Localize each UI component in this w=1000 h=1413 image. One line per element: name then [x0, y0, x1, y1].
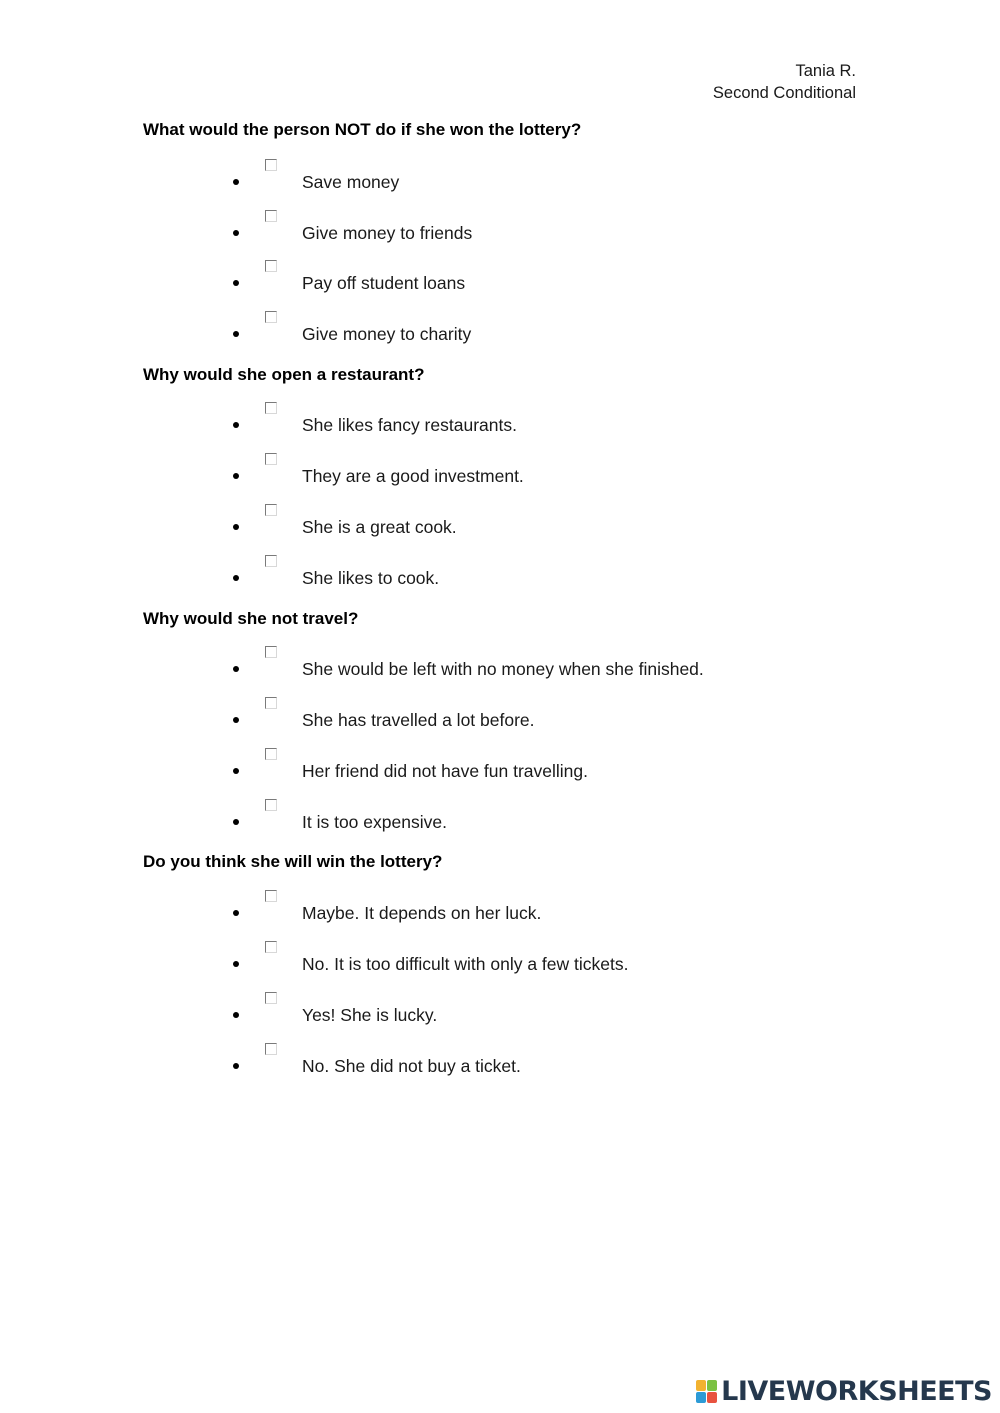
q4-option-4-checkbox[interactable]	[265, 1043, 277, 1055]
q1-option-4-label: Give money to charity	[302, 324, 472, 344]
bullet-icon	[233, 717, 239, 723]
liveworksheets-logo	[696, 1377, 992, 1407]
q2-option-3	[0, 512, 1000, 542]
q2-option-4	[0, 563, 1000, 593]
q2-option-2	[0, 461, 1000, 491]
q4-option-3-checkbox[interactable]	[265, 992, 277, 1004]
bullet-icon	[233, 768, 239, 774]
logo-block-yellow	[696, 1380, 706, 1391]
q3-option-1-label: She would be left with no money when she finished.	[302, 659, 704, 679]
q2-option-4-label: She likes to cook.	[302, 568, 440, 588]
q3-option-3	[0, 756, 1000, 786]
q3-option-2-checkbox[interactable]	[265, 697, 277, 709]
q3-option-3-checkbox[interactable]	[265, 748, 277, 760]
question-4-title: Do you think she will win the lottery?	[143, 852, 443, 871]
question-3-title: Why would she not travel?	[143, 609, 359, 628]
bullet-icon	[233, 1012, 239, 1018]
worksheet-topic: Second Conditional	[712, 84, 856, 102]
q1-option-3	[0, 268, 1000, 298]
q1-option-3-label: Pay off student loans	[302, 273, 466, 293]
q1-option-4	[0, 319, 1000, 349]
q3-option-4-label: It is too expensive.	[302, 812, 447, 832]
q3-option-2-label: She has travelled a lot before.	[302, 710, 535, 730]
bullet-icon	[233, 1063, 239, 1069]
q3-option-2	[0, 705, 1000, 735]
q3-option-3-label: Her friend did not have fun travelling.	[302, 761, 588, 781]
q4-option-2	[0, 949, 1000, 979]
question-1-title: What would the person NOT do if she won the lottery?	[143, 120, 582, 139]
q4-option-1-checkbox[interactable]	[265, 890, 277, 902]
q2-option-1-label: She likes fancy restaurants.	[302, 415, 517, 435]
q4-option-1	[0, 898, 1000, 928]
bullet-icon	[233, 666, 239, 672]
q4-option-4-label: No. She did not buy a ticket.	[302, 1056, 521, 1076]
logo-block-green	[707, 1380, 717, 1391]
q4-option-1-label: Maybe. It depends on her luck.	[302, 903, 542, 923]
logo-blocks-icon	[696, 1380, 718, 1404]
q2-option-3-checkbox[interactable]	[265, 504, 277, 516]
q4-option-3-label: Yes! She is lucky.	[302, 1005, 438, 1025]
q3-option-1-checkbox[interactable]	[265, 646, 277, 658]
bullet-icon	[233, 524, 239, 530]
page-header	[713, 60, 856, 104]
q2-option-1	[0, 410, 1000, 440]
author-name: Tania R.	[795, 62, 856, 80]
q1-option-4-checkbox[interactable]	[265, 311, 277, 323]
logo-block-blue	[696, 1392, 706, 1403]
q2-option-2-label: They are a good investment.	[302, 466, 524, 486]
bullet-icon	[233, 179, 239, 185]
bullet-icon	[233, 575, 239, 581]
q4-option-2-checkbox[interactable]	[265, 941, 277, 953]
q3-option-4-checkbox[interactable]	[265, 799, 277, 811]
q4-option-4	[0, 1051, 1000, 1081]
logo-block-red	[707, 1392, 717, 1403]
q2-option-3-label: She is a great cook.	[302, 517, 457, 537]
q1-option-2	[0, 218, 1000, 248]
bullet-icon	[233, 910, 239, 916]
q3-option-1	[0, 654, 1000, 684]
q1-option-1-label: Save money	[302, 172, 400, 192]
q2-option-4-checkbox[interactable]	[265, 555, 277, 567]
q1-option-2-label: Give money to friends	[302, 223, 473, 243]
q2-option-2-checkbox[interactable]	[265, 453, 277, 465]
q3-option-4	[0, 807, 1000, 837]
q1-option-1	[0, 167, 1000, 197]
question-2-title: Why would she open a restaurant?	[143, 365, 425, 384]
q1-option-1-checkbox[interactable]	[265, 159, 277, 171]
q1-option-3-checkbox[interactable]	[265, 260, 277, 272]
q1-option-2-checkbox[interactable]	[265, 210, 277, 222]
logo-text: LIVEWORKSHEETS	[721, 1376, 992, 1407]
bullet-icon	[233, 331, 239, 337]
q2-option-1-checkbox[interactable]	[265, 402, 277, 414]
bullet-icon	[233, 819, 239, 825]
bullet-icon	[233, 280, 239, 286]
bullet-icon	[233, 230, 239, 236]
q4-option-3	[0, 1000, 1000, 1030]
bullet-icon	[233, 422, 239, 428]
bullet-icon	[233, 473, 239, 479]
q4-option-2-label: No. It is too difficult with only a few tickets.	[302, 954, 629, 974]
bullet-icon	[233, 961, 239, 967]
